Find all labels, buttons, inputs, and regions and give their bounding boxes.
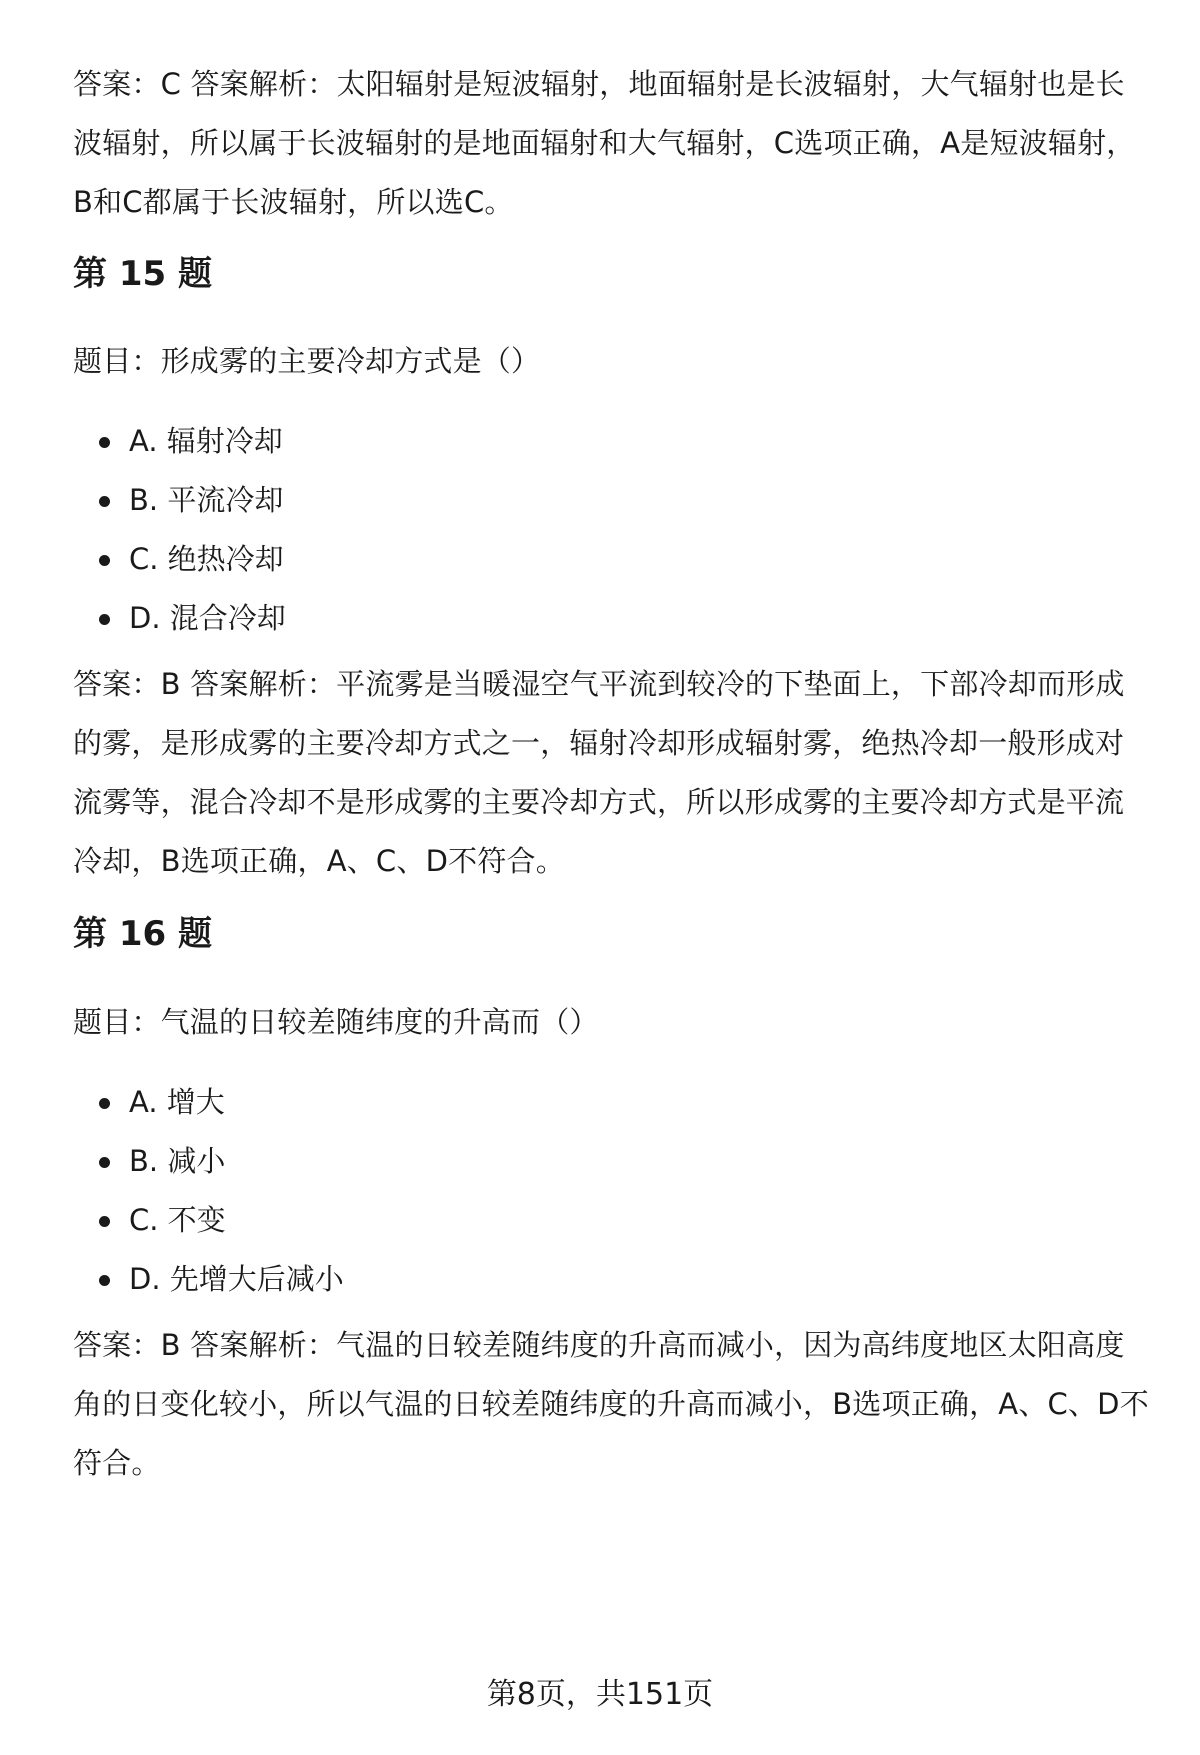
option-item: [73, 471, 286, 530]
option-item: [73, 1132, 344, 1191]
option-item: [73, 1073, 344, 1132]
option-label: D. 先增大后减小: [129, 1262, 344, 1296]
option-label: C. 不变: [129, 1203, 226, 1237]
previous-answer-explanation: 答案：C 答案解析：太阳辐射是短波辐射，地面辐射是长波辐射，大气辐射也是长波辐射，所以属于长波辐射的是地面辐射和大气辐射，C选项正确，A是短波辐射，B和C都属于长波辐射，所以选C。: [73, 67, 1136, 219]
question-16-options: [73, 1073, 344, 1309]
option-label: A. 增大: [129, 1085, 225, 1119]
bullet-icon: [99, 1157, 110, 1168]
bullet-icon: [99, 1216, 110, 1227]
bullet-icon: [99, 1275, 110, 1286]
bullet-icon: [99, 555, 110, 566]
option-label: B. 平流冷却: [129, 483, 284, 517]
option-item: [73, 412, 286, 471]
bullet-icon: [99, 1098, 110, 1109]
option-item: [73, 1191, 344, 1250]
bullet-icon: [99, 614, 110, 625]
option-item: [73, 589, 286, 648]
question-15-options: [73, 412, 286, 648]
question-16-stem: 题目：气温的日较差随纬度的升高而（）: [73, 1005, 599, 1039]
option-label: C. 绝热冷却: [129, 542, 284, 576]
question-15-heading: 第 15 题: [73, 254, 212, 294]
question-15-answer: 答案：B 答案解析：平流雾是当暖湿空气平流到较冷的下垫面上，下部冷却而形成的雾，是形成雾的主要冷却方式之一，辐射冷却形成辐射雾，绝热冷却一般形成对流雾等，混合冷却不是形成雾的主要冷却方式，所以形成雾的主要冷却方式是平流冷却，B选项正确，A、C、D不符合。: [73, 667, 1125, 878]
option-item: [73, 530, 286, 589]
option-label: B. 减小: [129, 1144, 226, 1178]
page-number-footer: 第8页，共151页: [486, 1677, 714, 1712]
option-label: A. 辐射冷却: [129, 424, 283, 458]
question-16-heading: 第 16 题: [73, 914, 212, 954]
question-15-stem: 题目：形成雾的主要冷却方式是（）: [73, 344, 541, 378]
bullet-icon: [99, 437, 110, 448]
option-label: D. 混合冷却: [129, 601, 286, 635]
option-item: [73, 1250, 344, 1309]
bullet-icon: [99, 496, 110, 507]
question-16-answer: 答案：B 答案解析：气温的日较差随纬度的升高而减小，因为高纬度地区太阳高度角的日变化较小，所以气温的日较差随纬度的升高而减小，B选项正确，A、C、D不符合。: [73, 1328, 1149, 1480]
